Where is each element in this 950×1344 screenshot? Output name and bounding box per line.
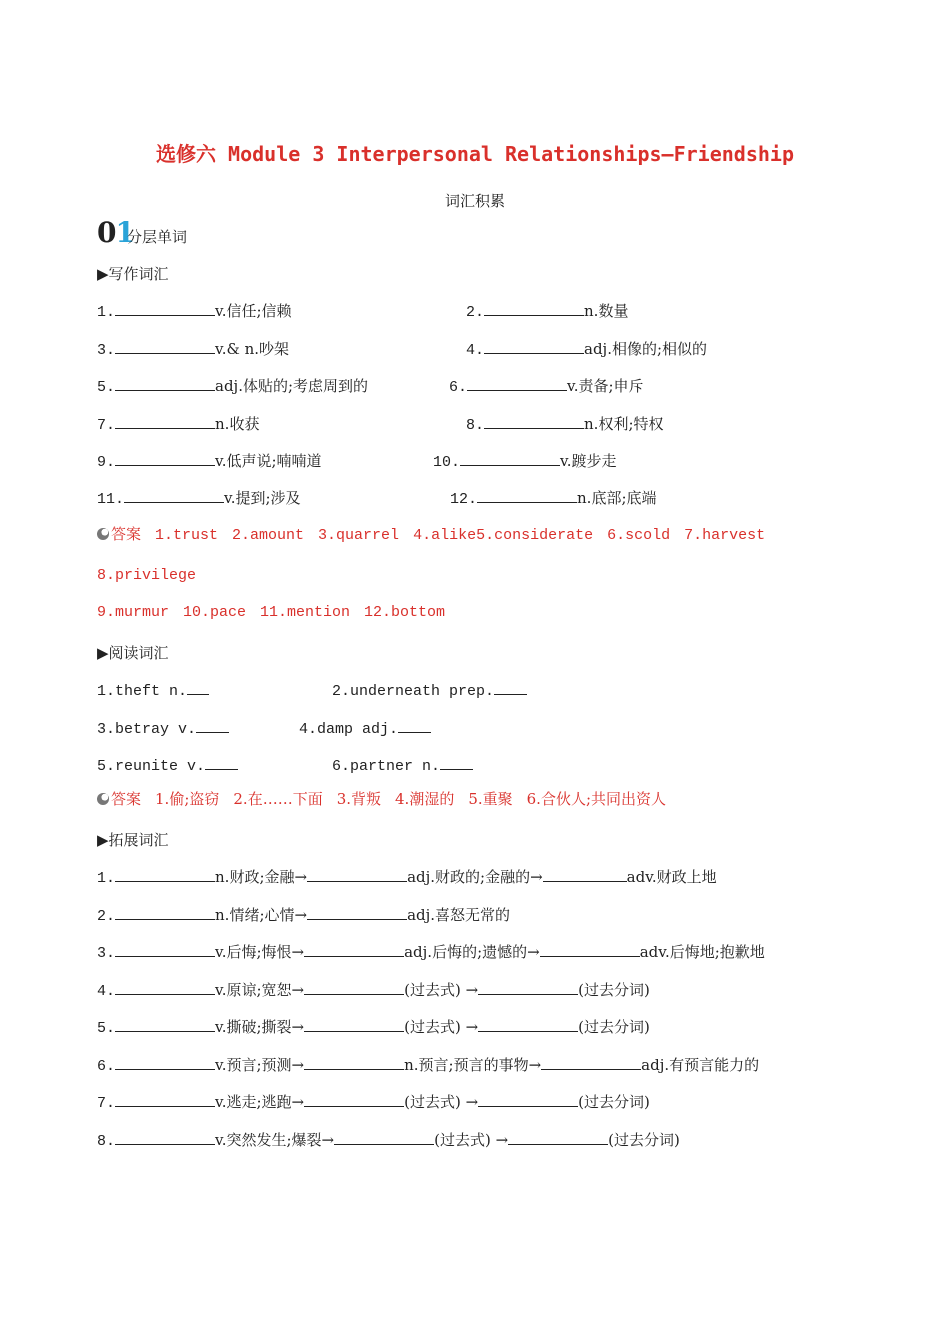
answer-blank[interactable] [304, 942, 404, 957]
extension-item: 5. v.撕破;撕裂→ (过去式) → (过去分词) [97, 1018, 650, 1037]
answer-blank[interactable] [478, 1092, 578, 1107]
answer-blank[interactable] [477, 488, 577, 503]
writing-item: 7. n.收获 [97, 415, 260, 434]
writing-item: 1. v.信任;信赖 [97, 302, 292, 321]
answer-blank[interactable] [484, 301, 584, 316]
answer-blank[interactable] [115, 942, 215, 957]
reading-item: 6.partner n. [332, 755, 473, 775]
extension-item: 4. v.原谅;宽恕→ (过去式) → (过去分词) [97, 981, 650, 1000]
extension-item: 3. v.后悔;悔恨→ adj.后悔的;遗憾的→ adv.后悔地;抱歉地 [97, 943, 765, 962]
answer-blank[interactable] [115, 339, 215, 354]
answer-blank[interactable] [115, 980, 215, 995]
answer-blank[interactable] [205, 755, 238, 770]
answer-blank[interactable] [334, 1130, 434, 1145]
answer-blank[interactable] [478, 1017, 578, 1032]
writing-item: 2. n.数量 [466, 302, 629, 321]
answer-blank[interactable] [124, 488, 224, 503]
answer-blank[interactable] [115, 1055, 215, 1070]
answer-blank[interactable] [187, 680, 209, 695]
extension-item: 8. v.突然发生;爆裂→ (过去式) → (过去分词) [97, 1131, 680, 1150]
writing-item: 5. adj.体贴的;考虑周到的 [97, 377, 369, 396]
answer-blank[interactable] [115, 376, 215, 391]
answer-blank[interactable] [304, 980, 404, 995]
writing-item: 9. v.低声说;喃喃道 [97, 452, 322, 471]
reading-answers: 答案 1.偷;盗窃 2.在……下面 3.背叛 4.潮湿的 5.重聚 6.合伙人;共同出资人 [97, 788, 666, 809]
reading-heading: ▶阅读词汇 [97, 644, 169, 662]
answer-blank[interactable] [115, 301, 215, 316]
answer-icon [97, 528, 109, 540]
reading-item: 5.reunite v. [97, 755, 238, 775]
page-title: 选修六 Module 3 Interpersonal Relationships—Friendship [156, 142, 794, 166]
answer-blank[interactable] [484, 414, 584, 429]
answer-blank[interactable] [484, 339, 584, 354]
answer-blank[interactable] [304, 1017, 404, 1032]
writing-heading: ▶写作词汇 [97, 265, 169, 283]
extension-item: 6. v.预言;预测→ n.预言;预言的事物→ adj.有预言能力的 [97, 1056, 760, 1075]
answer-blank[interactable] [494, 680, 527, 695]
writing-item: 6. v.责备;申斥 [449, 377, 644, 396]
extension-heading: ▶拓展词汇 [97, 831, 169, 849]
answer-icon [97, 793, 109, 805]
answer-blank[interactable] [115, 905, 215, 920]
writing-item: 8. n.权利;特权 [466, 415, 664, 434]
answer-blank[interactable] [398, 718, 431, 733]
answer-blank[interactable] [478, 980, 578, 995]
answer-blank[interactable] [115, 1130, 215, 1145]
answer-blank[interactable] [115, 1092, 215, 1107]
extension-item: 2. n.情绪;心情→ adj.喜怒无常的 [97, 906, 511, 925]
answer-blank[interactable] [440, 755, 473, 770]
answer-blank[interactable] [541, 1055, 641, 1070]
reading-item: 4.damp adj. [299, 718, 431, 738]
extension-item: 7. v.逃走;逃跑→ (过去式) → (过去分词) [97, 1093, 650, 1112]
answer-blank[interactable] [540, 942, 640, 957]
page-subtitle: 词汇积累 [444, 192, 505, 210]
answer-blank[interactable] [115, 867, 215, 882]
writing-item: 3. v.& n.吵架 [97, 340, 290, 359]
writing-item: 10. v.踱步走 [433, 452, 617, 471]
section-label: 分层单词 [127, 228, 188, 246]
answer-blank[interactable] [508, 1130, 608, 1145]
answer-blank[interactable] [196, 718, 229, 733]
answer-blank[interactable] [460, 451, 560, 466]
section-number: 01 [97, 216, 134, 249]
writing-item: 4. adj.相像的;相似的 [466, 340, 708, 359]
extension-item: 1. n.财政;金融→ adj.财政的;金融的→ adv.财政上地 [97, 868, 717, 887]
answer-blank[interactable] [115, 1017, 215, 1032]
answer-blank[interactable] [307, 905, 407, 920]
answer-blank[interactable] [543, 867, 627, 882]
reading-item: 1.theft n. [97, 680, 209, 700]
answer-blank[interactable] [304, 1092, 404, 1107]
answer-blank[interactable] [115, 451, 215, 466]
writing-answers-line2: 8.privilege [97, 567, 197, 584]
writing-item: 12. n.底部;底端 [450, 489, 657, 508]
answer-blank[interactable] [467, 376, 567, 391]
answer-blank[interactable] [307, 867, 407, 882]
answer-blank[interactable] [115, 414, 215, 429]
writing-item: 11. v.提到;涉及 [97, 489, 301, 508]
reading-item: 2.underneath prep. [332, 680, 527, 700]
writing-answers: 答案 1.trust 2.amount 3.quarrel 4.alike5.considerate 6.scold 7.harvest [97, 523, 765, 544]
answer-blank[interactable] [304, 1055, 404, 1070]
writing-answers-line3: 9.murmur 10.pace 11.mention 12.bottom [97, 604, 446, 621]
reading-item: 3.betray v. [97, 718, 229, 738]
